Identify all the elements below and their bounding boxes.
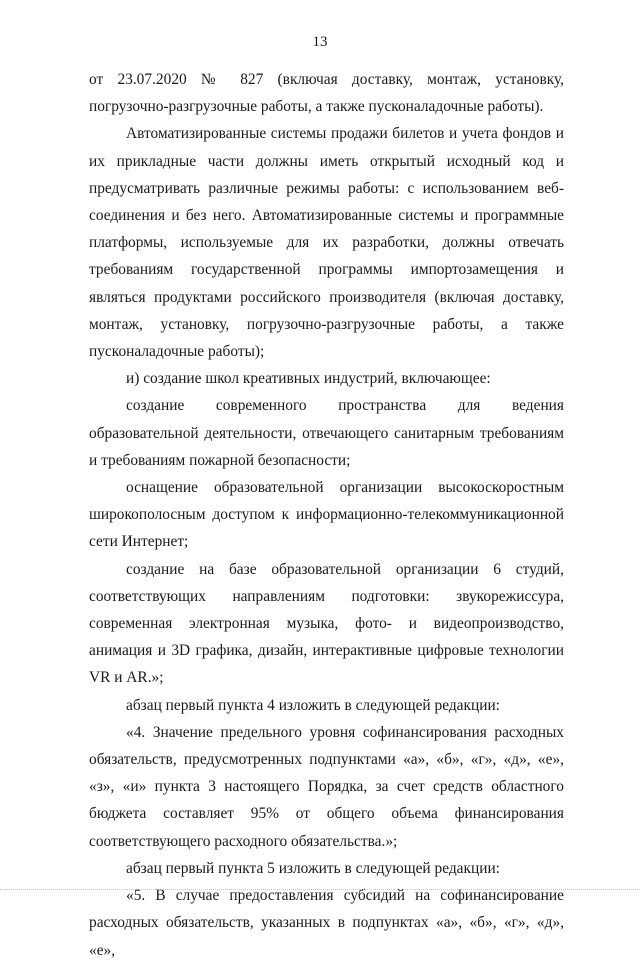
page-bottom-edge [0, 889, 640, 890]
paragraph-amend-point-4: абзац первый пункта 4 изложить в следующей редакции: [126, 696, 500, 714]
paragraph-studios: создание на базе образовательной организации 6 студий, соответствующих направлениям подготовки: звукорежиссура, современная электронная музыка, фото- и видеопроизводство, анимация и 3D графика, дизайн, интерактивные цифровые технологии VR и AR.»; [89, 560, 564, 687]
paragraph-item-i: и) создание школ креативных индустрий, включающее: [126, 370, 491, 388]
document-body [89, 66, 564, 964]
paragraph-amend-point-5: абзац первый пункта 5 изложить в следующей редакции: [126, 859, 500, 877]
paragraph-point-4: «4. Значение предельного уровня софинансирования расходных обязательств, предусмотренных подпунктами «а», «б», «г», «д», «е», «з», «и» пункта 3 настоящего Порядка, за счет средств областного бюджета составляет 95% от общего объема финансирования соответствующего расходного обязательства.»; [89, 723, 564, 850]
paragraph-internet-access: оснащение образовательной организации высокоскоростным широкополосным доступом к информационно-телекоммуникационной сети Интернет; [89, 479, 564, 551]
paragraph-modern-space: создание современного пространства для ведения образовательной деятельности, отвечающего санитарным требованиям и требованиям пожарной безопасности; [89, 397, 564, 469]
paragraph-automated-systems: Автоматизированные системы продажи билетов и учета фондов и их прикладные части должны иметь открытый исходный код и предусматривать различные режимы работы: с использованием веб-соединения и без него. Автоматизированные системы и программные платформы, используемые для их разработки, должны отвечать требованиям государственной программы импортозамещения и являться продуктами российского производителя (включая доставку, монтаж, установку, погрузочно-разгрузочные работы, а также пусконаладочные работы); [89, 125, 564, 361]
paragraph-continuation: от 23.07.2020 № 827 (включая доставку, монтаж, установку, погрузочно-разгрузочные работы, а также пусконаладочные работы). [89, 71, 564, 116]
paragraph-point-5: «5. В случае предоставления субсидий на софинансирование расходных обязательств, указанных в подпунктах «а», «б», «г», «д», «е», [89, 887, 564, 959]
page-number: 13 [312, 34, 328, 50]
